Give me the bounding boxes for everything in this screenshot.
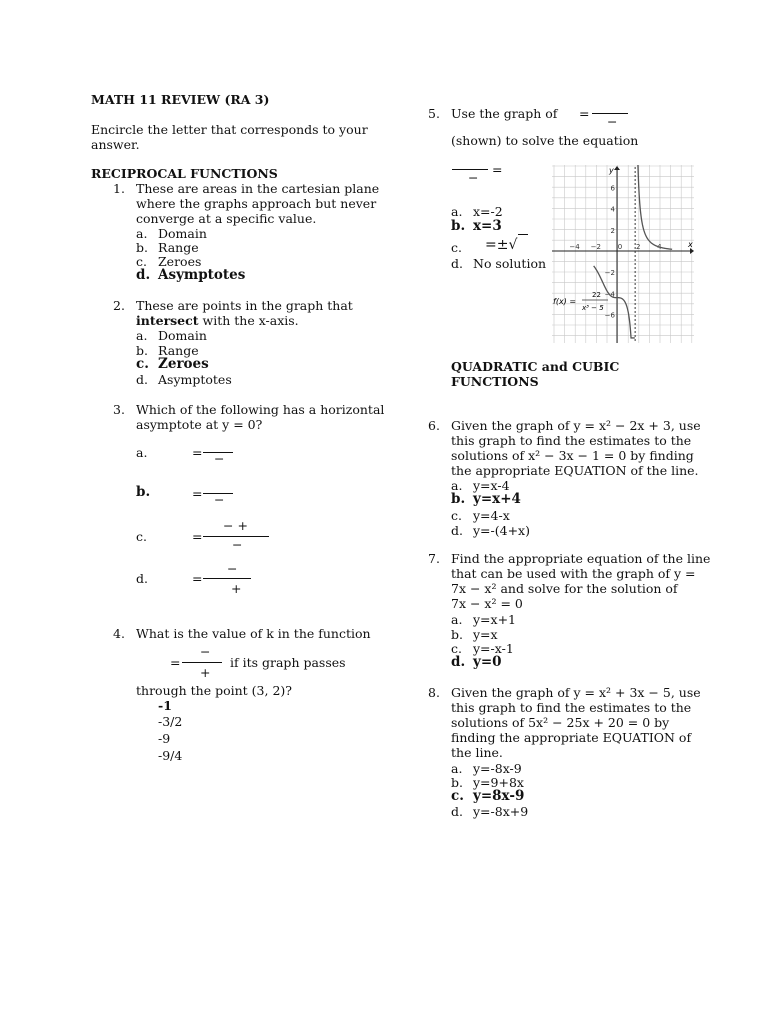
option-text[interactable]: Range [158, 343, 199, 358]
option-letter[interactable]: b. [451, 627, 463, 642]
function-label-denominator: x³ − 5 [582, 304, 604, 312]
function-curve-branch [635, 165, 672, 249]
option-text[interactable]: y=9+8x [473, 775, 524, 790]
option-text[interactable]: Zeroes [158, 254, 202, 269]
fraction-denominator: − [214, 492, 225, 507]
option-text[interactable]: y=-x-1 [473, 641, 514, 656]
option-letter[interactable]: c. [451, 508, 462, 523]
question-text: if its graph passes [230, 655, 346, 670]
y-tick-label: 2 [610, 226, 615, 235]
fraction-denominator: − [468, 170, 479, 185]
question-number: 8. [428, 685, 440, 700]
option-letter[interactable]: b. [136, 343, 148, 358]
question-text: converge at a specific value. [136, 211, 317, 226]
option[interactable]: -3/2 [158, 714, 183, 729]
equals-sign: = [192, 486, 203, 501]
option-text-answer[interactable]: y=0 [473, 654, 502, 670]
y-axis-arrow [614, 166, 620, 170]
option-letter[interactable]: d. [451, 523, 463, 538]
option-text[interactable]: y=x+1 [473, 612, 517, 627]
fraction [203, 478, 233, 510]
option-text[interactable]: x=-2 [473, 204, 503, 219]
emphasis-text: intersect [136, 313, 199, 328]
fraction-bar [203, 578, 251, 579]
page-title: MATH 11 REVIEW (RA 3) [91, 92, 270, 107]
function-label: f(x) = [553, 297, 577, 306]
option-letter[interactable]: d. [451, 256, 463, 271]
option-text[interactable]: y=4-x [473, 508, 510, 523]
x-tick-label: 2 [635, 243, 641, 251]
option-letter-answer[interactable]: d. [136, 267, 151, 283]
radical-bar [518, 234, 528, 235]
question-number: 7. [428, 551, 440, 566]
question-text: Find the appropriate equation of the line [451, 551, 711, 566]
option-text-answer[interactable]: y=8x-9 [473, 788, 525, 804]
question-text: where the graphs approach but never [136, 196, 377, 211]
option-text[interactable]: Domain [158, 226, 207, 241]
option-letter[interactable]: a. [451, 478, 463, 493]
equals-sign: = [192, 571, 203, 586]
option-letter[interactable]: a. [136, 328, 148, 343]
fraction [182, 642, 222, 682]
instruction-line-2: answer. [91, 137, 140, 152]
question-text: 7x − x² = 0 [451, 596, 523, 611]
option-text-answer[interactable]: Zeroes [158, 356, 209, 372]
option-text-answer[interactable]: y=x+4 [473, 491, 521, 507]
section-heading-quadratic: QUADRATIC and CUBIC [451, 359, 620, 374]
question-text: Given the graph of y = x² − 2x + 3, use [451, 418, 701, 433]
fraction [203, 437, 233, 469]
option-text[interactable]: Domain [158, 328, 207, 343]
function-label-numerator: 22 [592, 291, 601, 299]
question-text-rest: with the x-axis. [198, 313, 299, 328]
question-text: Given the graph of y = x² + 3x − 5, use [451, 685, 701, 700]
fraction [452, 160, 492, 190]
question-text: through the point (3, 2)? [136, 683, 292, 698]
option-text[interactable]: Asymptotes [158, 372, 232, 387]
option-text[interactable]: Range [158, 240, 199, 255]
option[interactable]: -9/4 [158, 748, 183, 763]
reciprocal-function-graph [552, 165, 694, 343]
option-letter[interactable]: c. [451, 641, 462, 656]
option[interactable]: -9 [158, 731, 171, 746]
question-text: solutions of x² − 3x − 1 = 0 by finding [451, 448, 694, 463]
question-text: that can be used with the graph of y = [451, 566, 696, 581]
fraction [203, 516, 269, 556]
y-tick-label: 4 [610, 205, 615, 214]
x-axis-label: x [688, 240, 693, 249]
question-text: (shown) to solve the equation [451, 133, 639, 148]
y-tick-label: −4 [604, 290, 615, 299]
x-tick-label: 0 [617, 243, 623, 251]
option-letter[interactable]: d. [136, 372, 148, 387]
option-letter[interactable]: a. [451, 612, 463, 627]
option-text-answer[interactable]: x=3 [473, 218, 502, 234]
question-text: solutions of 5x² − 25x + 20 = 0 by [451, 715, 670, 730]
option-letter-answer[interactable]: b. [451, 491, 466, 507]
option-text[interactable]: y=-8x+9 [473, 804, 529, 819]
y-tick-label: −2 [604, 269, 615, 278]
y-tick-label: −6 [604, 311, 615, 320]
y-axis-label: y [609, 166, 614, 175]
option-letter[interactable]: c. [136, 254, 147, 269]
question-text: Which of the following has a horizontal [136, 402, 385, 417]
option-letter-answer[interactable]: b. [451, 218, 466, 234]
equals-sign: = [192, 529, 203, 544]
option-letter[interactable]: b. [136, 484, 151, 500]
question-number: 1. [113, 181, 125, 196]
fraction-denominator: − [607, 114, 618, 129]
equals-sign: = [579, 106, 590, 121]
x-tick-label: 4 [657, 243, 662, 251]
fraction-numerator: − [200, 644, 211, 659]
option-text[interactable]: y=x [473, 627, 498, 642]
section-heading-quadratic: FUNCTIONS [451, 374, 539, 389]
question-text: What is the value of k in the function [136, 626, 371, 641]
fraction-denominator: + [231, 581, 242, 596]
x-tick-label: −2 [590, 243, 601, 251]
question-text: finding the appropriate EQUATION of [451, 730, 692, 745]
option-letter-answer[interactable]: d. [451, 654, 466, 670]
graph-grid [552, 165, 694, 343]
option-text[interactable]: No solution [473, 256, 547, 271]
option-letter[interactable]: a. [136, 445, 148, 460]
option-letter[interactable]: a. [451, 761, 463, 776]
fraction [592, 104, 628, 134]
option-answer[interactable]: -1 [158, 698, 172, 713]
question-text: this graph to find the estimates to the [451, 700, 692, 715]
y-tick-label: 6 [610, 184, 615, 193]
question-number: 4. [113, 626, 125, 641]
question-number: 5. [428, 106, 440, 121]
question-text: the line. [451, 745, 503, 760]
fraction-denominator: + [200, 665, 211, 680]
option-text[interactable]: y=-8x-9 [473, 761, 522, 776]
graph-tick-labels [569, 184, 662, 319]
option-letter[interactable]: b. [451, 775, 463, 790]
equals-sign: = [170, 655, 181, 670]
instruction-line-1: Encircle the letter that corresponds to your [91, 122, 368, 137]
question-number: 3. [113, 402, 125, 417]
option-letter[interactable]: b. [136, 240, 148, 255]
fraction-denominator: − [214, 451, 225, 466]
graph-axes [552, 166, 694, 343]
section-heading-reciprocal: RECIPROCAL FUNCTIONS [91, 166, 278, 181]
fraction-numerator: − + [223, 518, 248, 533]
question-text: These are points in the graph that [136, 298, 353, 313]
question-text [136, 313, 299, 328]
fraction-denominator: − [232, 537, 243, 552]
question-text: Use the graph of [451, 106, 558, 121]
fraction [203, 558, 251, 598]
option-letter-answer[interactable]: c. [136, 356, 149, 372]
question-text: this graph to find the estimates to the [451, 433, 692, 448]
question-text: asymptote at y = 0? [136, 417, 263, 432]
fraction-bar [182, 662, 222, 663]
option-letter[interactable]: d. [451, 804, 463, 819]
option-text-answer[interactable]: Asymptotes [158, 267, 246, 283]
option-text[interactable]: y=-(4+x) [473, 523, 530, 538]
question-text: These are areas in the cartesian plane [136, 181, 380, 196]
equals-sign: = [492, 162, 503, 177]
option-letter[interactable]: a. [451, 204, 463, 219]
option-letter[interactable]: c. [136, 529, 147, 544]
fraction-numerator: − [227, 561, 238, 576]
question-text: the appropriate EQUATION of the line. [451, 463, 699, 478]
option-letter-answer[interactable]: c. [451, 788, 464, 804]
x-tick-label: −4 [569, 243, 580, 251]
option-text[interactable]: y=x-4 [473, 478, 510, 493]
option-letter[interactable]: d. [136, 571, 148, 586]
question-number: 6. [428, 418, 440, 433]
option-text[interactable]: =±√ [485, 237, 518, 253]
option-letter[interactable]: a. [136, 226, 148, 241]
equals-sign: = [192, 445, 203, 460]
option-letter[interactable]: c. [451, 240, 462, 255]
question-text: 7x − x² and solve for the solution of [451, 581, 678, 596]
question-number: 2. [113, 298, 125, 313]
